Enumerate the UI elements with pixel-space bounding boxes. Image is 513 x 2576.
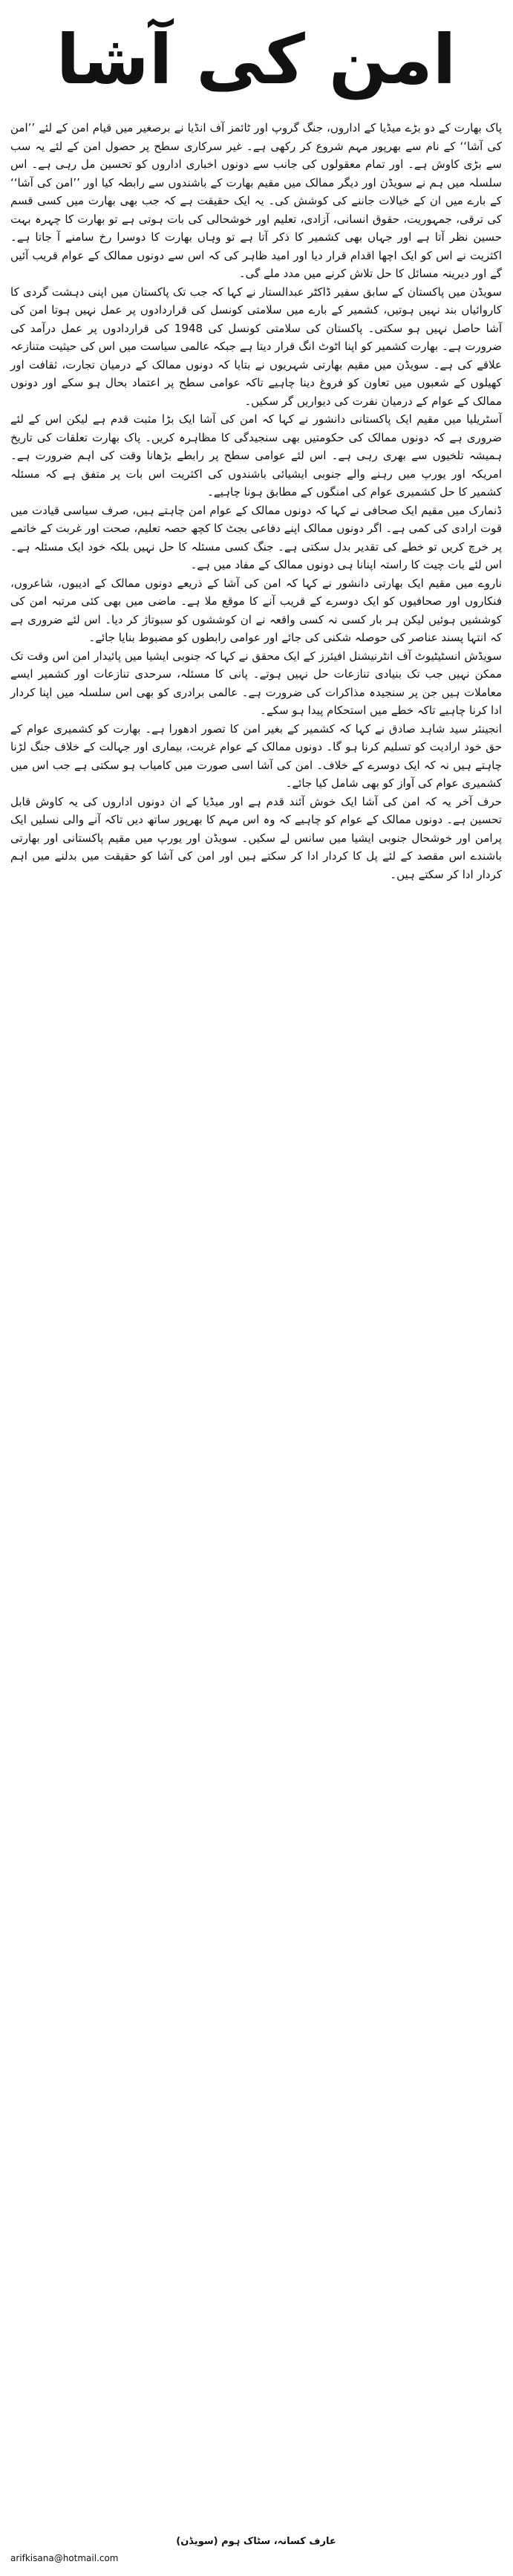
article-footer — [10, 2534, 502, 2566]
author-signature: عارف کسانہ، سٹاک ہوم (سویڈن) — [176, 2536, 336, 2547]
author-email: arifkisana@hotmail.com — [10, 2553, 119, 2563]
paragraph: سویڈش انسٹیٹیوٹ آف انٹرنیشنل افیئرز کے ایک محقق نے کہا کہ جنوبی ایشیا میں پائیدار امن اس وقت تک ممکن نہیں جب تک بنیادی تنازعات حل نہیں ہوتے۔ پانی کا مسئلہ، سرحدی تنازعات اور کشمیر ایسے معاملات ہیں جن پر سنجیدہ مذاکرات کی ضرورت ہے۔ عالمی برادری کو بھی اس سلسلہ میں اپنا کردار ادا کرنا چاہیے تاکہ خطے میں استحکام پیدا ہو سکے۔ — [10, 649, 502, 717]
article — [10, 0, 502, 883]
paragraph: آسٹریلیا میں مقیم ایک پاکستانی دانشور نے کہا کہ امن کی آشا ایک بڑا مثبت قدم ہے لیکن اس کے لئے ضروری ہے کہ دونوں ممالک کی حکومتیں بھی سنجیدگی کا مظاہرہ کریں۔ پاک بھارت تعلقات کی تاریخ ہمیشہ تلخیوں سے بھری رہی ہے۔ اس لئے عوامی سطح پر رابطے بڑھانا وقت کی اہم ضرورت ہے۔ امریکہ اور یورپ میں رہنے والے جنوبی ایشیائی باشندوں کی اکثریت اس بات پر متفق ہے کہ مسئلہ کشمیر کا حل کشمیری عوام کی امنگوں کے مطابق ہونا چاہیے۔ — [10, 412, 502, 499]
article-body — [10, 119, 502, 883]
paragraph: ڈنمارک میں مقیم ایک صحافی نے کہا کہ دونوں ممالک کے عوام امن چاہتے ہیں، صرف سیاسی قیادت میں قوت ارادی کی کمی ہے۔ اگر دونوں ممالک اپنے دفاعی بجٹ کا کچھ حصہ تعلیم، صحت اور غربت کے خاتمے پر خرچ کریں تو خطے کی تقدیر بدل سکتی ہے۔ جنگ کسی مسئلہ کا حل نہیں بلکہ خود ایک مسئلہ ہے۔ اس لئے بات چیت کا راستہ اپنانا ہی دونوں ممالک کے مفاد میں ہے۔ — [10, 503, 502, 571]
paragraph: سویڈن میں پاکستان کے سابق سفیر ڈاکٹر عبدالستار نے کہا کہ جب تک پاکستان میں اپنی دہشت گردی کا کاروائیاں بند نہیں ہوتیں، کشمیر کے بارے میں سلامتی کونسل کی قراردادوں پر عمل نہیں ہوتا امن کی آشا حاصل نہیں ہو سکتی۔ پاکستان کی سلامتی کونسل کی 1948 کی قراردادوں پر عمل درآمد کی ضرورت ہے۔ بھارت کشمیر کو اپنا اٹوٹ انگ قرار دیتا ہے جبکہ عالمی سیاست میں اس کی حیثیت متنازعہ علاقے کی ہے۔ سویڈن میں مقیم بھارتی شہریوں نے بتایا کہ دونوں ممالک کے درمیان تجارت، ثقافت اور کھیلوں کے شعبوں میں تعاون کو فروغ دینا چاہیے تاکہ عوامی سطح پر اعتماد بحال ہو سکے اور دونوں ممالک کے عوام کے درمیان نفرت کی دیواریں گر سکیں۔ — [10, 285, 502, 408]
article-title: امن کی آشا — [56, 19, 457, 100]
paragraph: ناروے میں مقیم ایک بھارتی دانشور نے کہا کہ امن کی آشا کے ذریعے دونوں ممالک کے ادیبوں، شاعروں، فنکاروں اور صحافیوں کو ایک دوسرے کے قریب آنے کا موقع ملا ہے۔ ماضی میں بھی کئی مرتبہ امن کی کوششیں ہوئیں لیکن ہر بار کسی نہ کسی واقعہ نے ان کوششوں کو سبوتاژ کر دیا۔ اس لئے ضروری ہے کہ انتہا پسند عناصر کی حوصلہ شکنی کی جائے اور عوامی رابطوں کو مضبوط بنایا جائے۔ — [10, 576, 502, 644]
paragraph: حرف آخر یہ کہ امن کی آشا ایک خوش آئند قدم ہے اور میڈیا کے ان دونوں اداروں کی یہ کاوش قابل تحسین ہے۔ دونوں ممالک کے عوام کو چاہیے کہ وہ اس مہم کا بھرپور ساتھ دیں تاکہ آنے والی نسلیں ایک پرامن اور خوشحال جنوبی ایشیا میں سانس لے سکیں۔ سویڈن اور یورپ میں مقیم پاکستانی اور بھارتی باشندے اس مقصد کے لئے پل کا کردار ادا کر سکتے ہیں اور امن کی آشا کو حقیقت میں بدلنے میں اہم کردار ادا کر سکتے ہیں۔ — [10, 794, 502, 881]
paragraph: پاک بھارت کے دو بڑے میڈیا کے اداروں، جنگ گروپ اور ٹائمز آف انڈیا نے برصغیر میں قیام امن کے لئے ’’امن کی آشا‘‘ کے نام سے بھرپور مہم شروع کر رکھی ہے۔ غیر سرکاری سطح پر حصول امن کے لئے یہ سب سے بڑی کاوش ہے۔ اور تمام معقولوں کی جانب سے دونوں اخباری اداروں کو تحسین مل رہی ہے۔ اس سلسلہ میں ہم نے سویڈن اور دیگر ممالک میں مقیم بھارت کے باشندوں سے رابطہ کیا اور ’’امن کی آشا‘‘ کے بارے میں ان کے خیالات جاننے کی کوشش کی۔ یہ ایک حقیقت ہے کہ جب بھی بھارت میں کسی قسم کی ترقی، جمہوریت، حقوق انسانی، آزادی، تعلیم اور خوشحالی کی بات ہوتی ہے تو بھارت کا چہرہ بہت حسین نظر آتا ہے اور جہاں بھی کشمیر کا ذکر آتا ہے تو وہاں بھارت کا دوسرا رخ سامنے آ جاتا ہے۔ اکثریت نے اس کو ایک اچھا اقدام قرار دیا اور امید ظاہر کی کہ اس سے دونوں ممالک کے عوام قریب آئیں گے اور دیرینہ مسائل کا حل تلاش کرنے میں مدد ملے گی۔ — [10, 121, 502, 280]
paragraph: انجینئر سید شاہد صادق نے کہا کہ کشمیر کے بغیر امن کا تصور ادھورا ہے۔ بھارت کو کشمیری عوام کے حق خود ارادیت کو تسلیم کرنا ہو گا۔ دونوں ممالک کے عوام غربت، بیماری اور جہالت کے خلاف جنگ لڑنا چاہتے ہیں نہ کہ ایک دوسرے کے خلاف۔ امن کی آشا اسی صورت میں کامیاب ہو سکتی ہے جب اس میں کشمیری عوام کی آواز کو بھی شامل کیا جائے۔ — [10, 721, 502, 790]
